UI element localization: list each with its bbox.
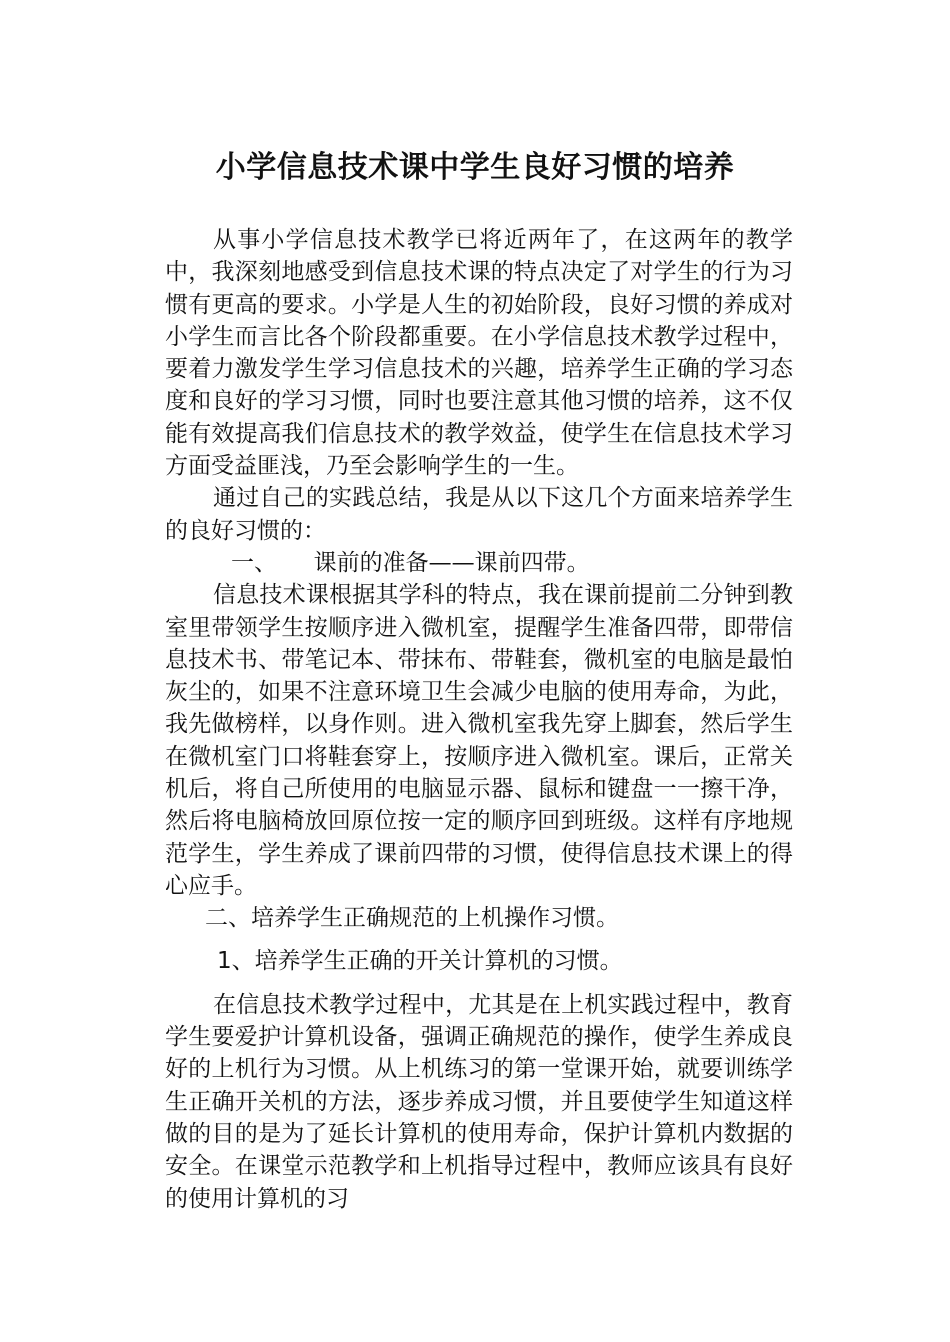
subsection-heading-1-text: 、培养学生正确的开关计算机的习惯。 bbox=[231, 947, 623, 974]
document-body bbox=[165, 224, 793, 1215]
section-heading-1 bbox=[165, 547, 793, 579]
subsection-heading-1 bbox=[165, 945, 793, 977]
paragraph-overview: 通过自己的实践总结，我是从以下这几个方面来培养学生的良好习惯的： bbox=[165, 485, 793, 544]
paragraph-preparation: 信息技术课根据其学科的特点，我在课前提前二分钟到教室里带领学生按顺序进入微机室，提醒学生准备四带，即带信息技术书、带笔记本、带抹布、带鞋套，微机室的电脑是最怕灰尘的，如果不注意环境卫生会减少电脑的使用寿命，为此，我先做榜样，以身作则。进入微机室我先穿上脚套，然后学生在微机室门口将鞋套穿上，按顺序进入微机室。课后，正常关机后，将自己所使用的电脑显示器、鼠标和键盘一一擦干净，然后将电脑椅放回原位按一定的顺序回到班级。这样有序地规范学生，学生养成了课前四带的习惯，使得信息技术课上的得心应手。 bbox=[165, 582, 793, 899]
paragraph-intro: 从事小学信息技术教学已将近两年了，在这两年的教学中，我深刻地感受到信息技术课的特点决定了对学生的行为习惯有更高的要求。小学是人生的初始阶段，良好习惯的养成对小学生而言比各个阶段都重要。在小学信息技术教学过程中，要着力激发学生学习信息技术的兴趣，培养学生正确的学习态度和良好的学习习惯，同时也要注意其他习惯的培养，这不仅能有效提高我们信息技术的教学效益，使学生在信息技术学习方面受益匪浅，乃至会影响学生的一生。 bbox=[165, 227, 793, 480]
section-heading-2: 二、培养学生正确规范的上机操作习惯。 bbox=[205, 905, 619, 932]
subsection-heading-1-number: 1 bbox=[217, 947, 232, 974]
section-heading-1-number: 一、 bbox=[231, 549, 277, 576]
document-title: 小学信息技术课中学生良好习惯的培养 bbox=[215, 150, 735, 185]
paragraph-computer-usage: 在信息技术教学过程中，尤其是在上机实践过程中，教育学生要爱护计算机设备，强调正确规范的操作，使学生养成良好的上机行为习惯。从上机练习的第一堂课开始，就要训练学生正确开关机的方法，逐步养成习惯，并且要使学生知道这样做的目的是为了延长计算机的使用寿命，保护计算机内数据的安全。在课堂示范教学和上机指导过程中，教师应该具有良好的使用计算机的习 bbox=[165, 991, 793, 1212]
section-heading-1-text: 课前的准备——课前四带。 bbox=[313, 549, 590, 576]
